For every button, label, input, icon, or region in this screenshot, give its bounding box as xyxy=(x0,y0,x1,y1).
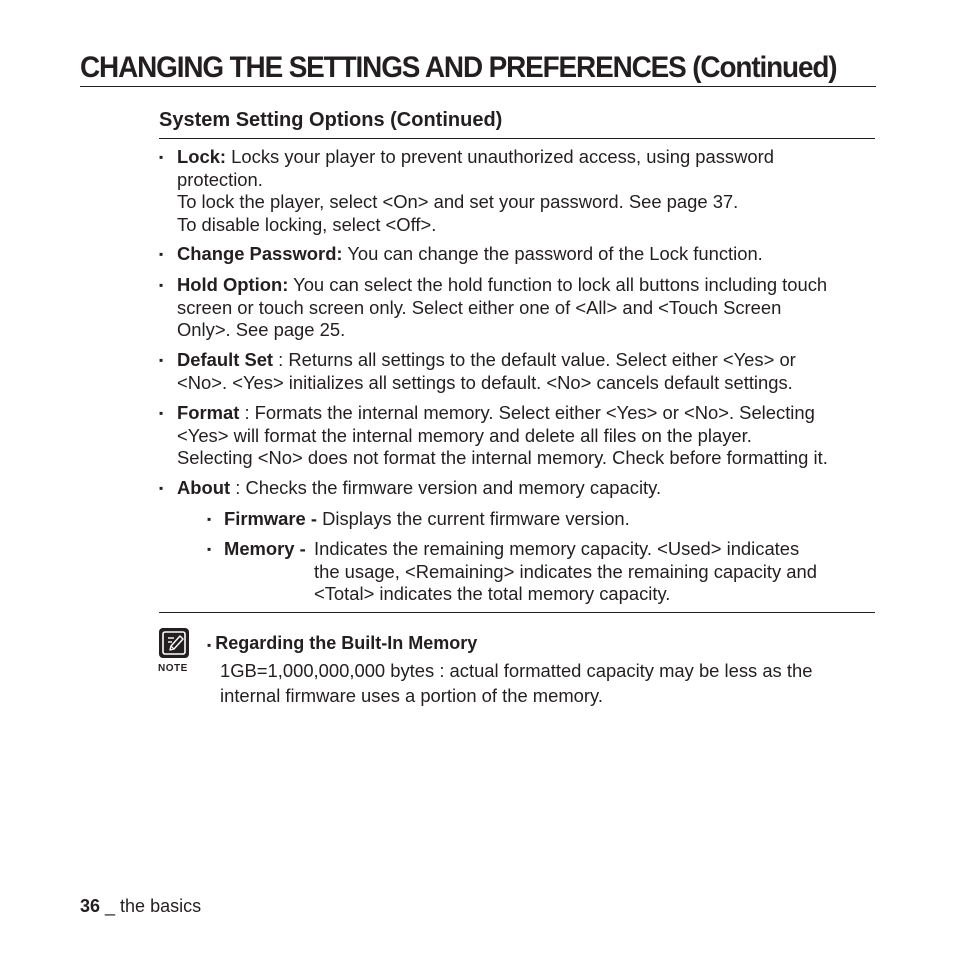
section-divider xyxy=(159,138,875,139)
item-label: Lock: xyxy=(177,146,227,167)
item-label: About xyxy=(177,477,231,498)
item-text: : Returns all settings to the default value. Select either <Yes> or xyxy=(273,349,796,370)
sub-item-text: <Total> indicates the total memory capacity. xyxy=(314,583,671,604)
bullet-icon: ▪ xyxy=(159,406,164,420)
bullet-icon: ▪ xyxy=(207,512,212,526)
item-text: You can select the hold function to lock all buttons including touch xyxy=(288,274,828,295)
item-text: : Checks the firmware version and memory capacity. xyxy=(230,477,662,498)
note-body xyxy=(220,658,812,708)
sub-item-memory xyxy=(207,538,875,606)
note-heading-text: Regarding the Built-In Memory xyxy=(215,633,478,653)
list-item-about xyxy=(159,477,875,500)
list-item-format xyxy=(159,402,875,470)
item-text: : Formats the internal memory. Select either <Yes> or <No>. Selecting xyxy=(239,402,815,423)
item-text: <No>. <Yes> initializes all settings to default. <No> cancels default settings. xyxy=(177,371,793,393)
section-heading: System Setting Options (Continued) xyxy=(159,109,503,131)
list-item-lock xyxy=(159,146,875,236)
title-divider xyxy=(80,86,876,87)
item-text: screen or touch screen only. Select either one of <All> and <Touch Screen xyxy=(177,296,782,318)
item-label: Change Password: xyxy=(177,243,343,264)
item-text: Selecting <No> does not format the internal memory. Check before formatting it. xyxy=(177,447,828,468)
sub-item-text: the usage, <Remaining> indicates the remaining capacity and xyxy=(314,560,817,582)
page-title: CHANGING THE SETTINGS AND PREFERENCES (Continued) xyxy=(80,51,837,84)
note-text: 1GB=1,000,000,000 bytes : actual formatted capacity may be less as the xyxy=(220,660,813,681)
item-label: Format xyxy=(177,402,240,423)
bullet-icon: ▪ xyxy=(207,638,212,652)
bullet-icon: ▪ xyxy=(159,247,164,261)
bullet-icon: ▪ xyxy=(159,481,164,495)
footer-section: _ the basics xyxy=(100,896,202,916)
sub-item-text: Indicates the remaining memory capacity. <Used> indicates xyxy=(314,538,800,559)
bullet-icon: ▪ xyxy=(207,542,212,556)
note-heading xyxy=(207,632,477,656)
bullet-icon: ▪ xyxy=(159,278,164,292)
list-item-hold-option xyxy=(159,274,875,342)
section-end-divider xyxy=(159,612,875,613)
note-text: internal firmware uses a portion of the memory. xyxy=(220,685,603,706)
item-label: Default Set xyxy=(177,349,274,370)
item-text: protection. xyxy=(177,168,263,190)
bullet-icon: ▪ xyxy=(159,150,164,164)
item-text: <Yes> will format the internal memory and delete all files on the player. xyxy=(177,424,752,446)
item-text: To disable locking, select <Off>. xyxy=(177,213,437,235)
list-item-change-password xyxy=(159,243,875,266)
item-text: Only>. See page 25. xyxy=(177,319,346,340)
pencil-note-icon xyxy=(159,628,189,658)
bullet-icon: ▪ xyxy=(159,353,164,367)
sub-item-label: Memory - xyxy=(224,538,306,559)
sub-item-label: Firmware - xyxy=(224,508,318,529)
item-text: You can change the password of the Lock function. xyxy=(342,243,763,264)
page-number: 36 xyxy=(80,896,101,916)
page-footer xyxy=(80,895,201,917)
item-label: Hold Option: xyxy=(177,274,289,295)
sub-item-text: Displays the current firmware version. xyxy=(317,508,630,529)
item-text: Locks your player to prevent unauthorized access, using password xyxy=(226,146,774,167)
item-text: To lock the player, select <On> and set your password. See page 37. xyxy=(177,191,739,212)
sub-item-firmware xyxy=(207,508,875,531)
list-item-default-set xyxy=(159,349,875,394)
note-label: NOTE xyxy=(158,663,188,674)
